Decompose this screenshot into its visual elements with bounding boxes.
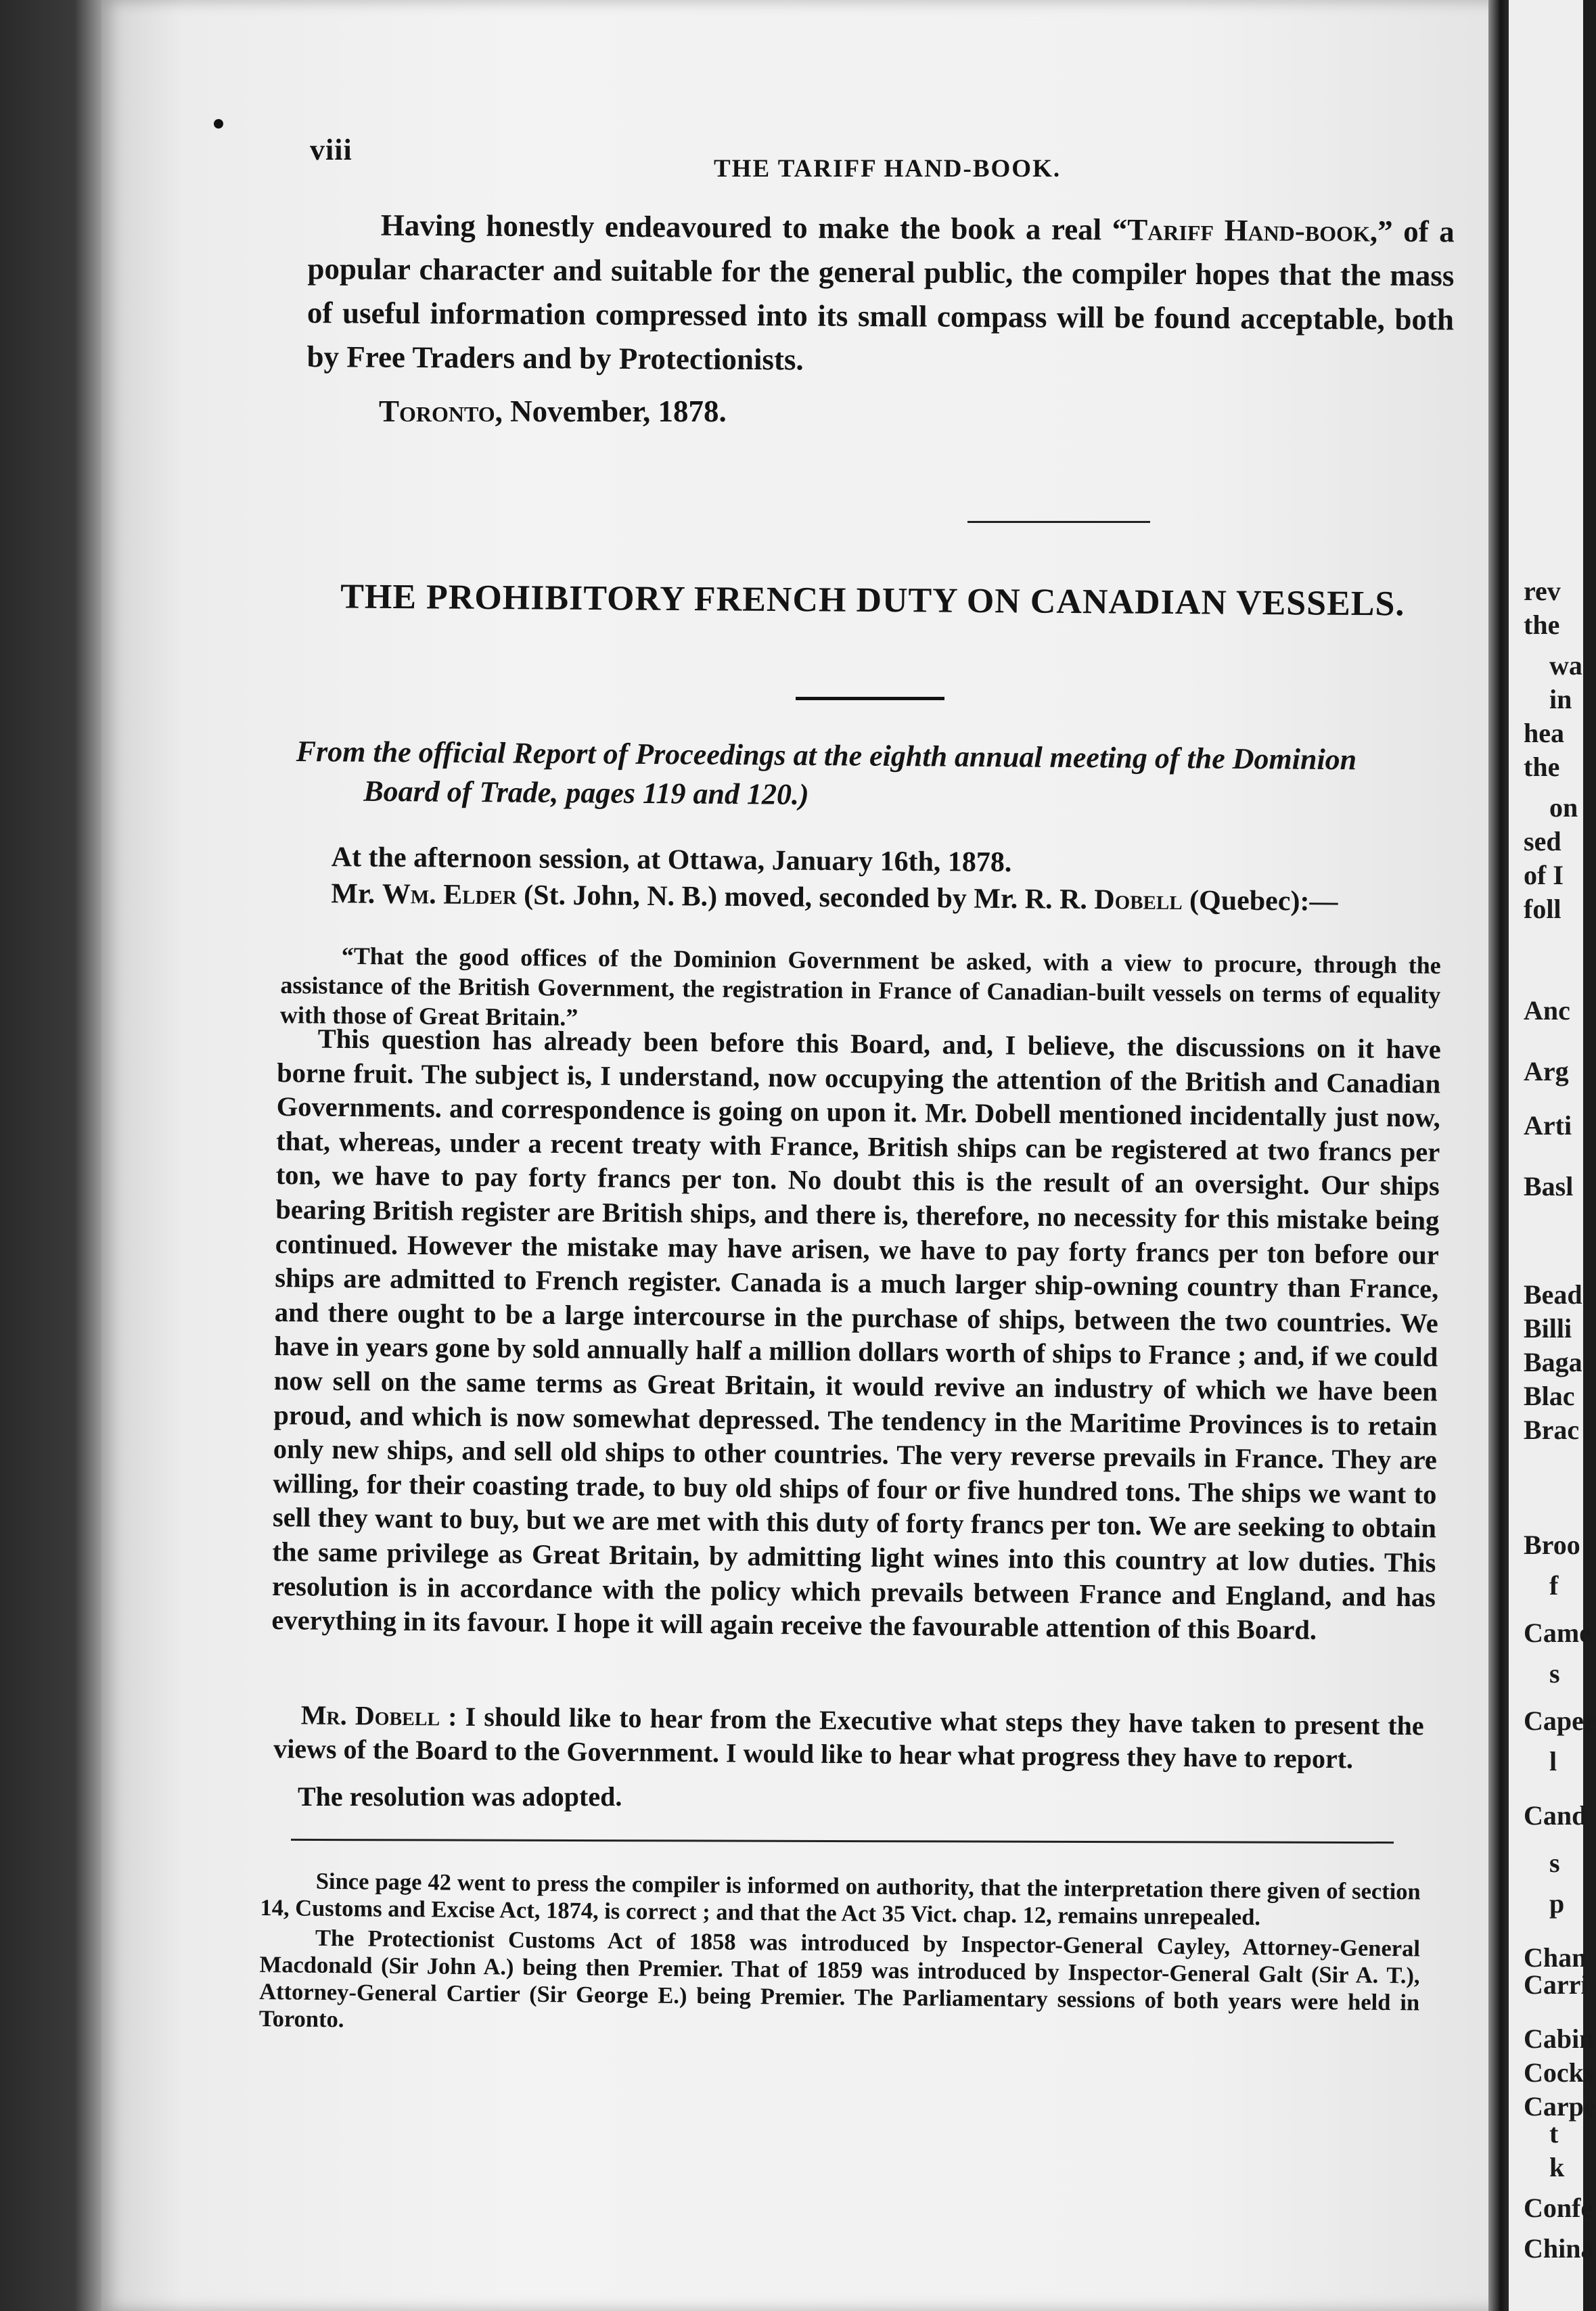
next-page-fragment: Billi <box>1524 1313 1572 1344</box>
intro-rest: ,” of a popular character and suitable for the general public, the compiler hopes that the mass of useful information compressed into its small compass will be found acceptable, both by Free Traders and by Protectionists. <box>306 214 1455 377</box>
next-page-fragment: Carpe <box>1524 2091 1596 2122</box>
intro-paragraph <box>306 203 1455 386</box>
next-page-fragment: Anc <box>1524 995 1570 1026</box>
next-page-fragment: f <box>1549 1570 1559 1601</box>
next-page-fragment: in <box>1549 684 1572 714</box>
response-speaker: Mr. Dobell <box>300 1699 440 1732</box>
next-page-fragment: Basl <box>1524 1171 1574 1202</box>
next-page-fragment: Cand <box>1524 1800 1587 1831</box>
intro-lead: Having honestly endeavoured to make the book a real “ <box>380 208 1128 247</box>
mover-mid: (St. John, N. B.) moved, seconded by Mr. <box>516 879 1025 915</box>
next-page-fragment: Blac <box>1524 1381 1575 1411</box>
seconder-name: R. R. Dobell <box>1024 884 1183 917</box>
next-page-fragment: p <box>1549 1888 1565 1919</box>
next-page-fragment: wa <box>1549 650 1582 681</box>
next-page-edge <box>1509 0 1596 2311</box>
next-page-fragment: Cocks <box>1524 2057 1595 2088</box>
next-page-fragment: k <box>1549 2152 1565 2182</box>
section-divider <box>967 521 1150 523</box>
next-page-fragment: Carri <box>1524 1969 1589 2000</box>
source-line-2: Board of Trade, pages 119 and 120.) <box>363 774 809 811</box>
ink-dot <box>214 119 223 129</box>
mover-prefix: Mr. <box>331 878 382 910</box>
response-text: : I should like to hear from the Executive what steps they have taken to present the views of the Board to the Government. I would like to hear what progress they have to report. <box>273 1701 1424 1775</box>
signoff-place: Toronto <box>379 394 495 428</box>
signoff <box>379 394 727 429</box>
next-page-fragment: Arg <box>1524 1056 1569 1086</box>
mover-name: Wm. Elder <box>382 878 517 911</box>
next-page-fragment: s <box>1549 1848 1560 1878</box>
next-page-fragment: Confe <box>1524 2193 1593 2223</box>
source-line-1: From the official Report of Proceedings at the eighth annual meeting of the Dominion <box>296 734 1357 777</box>
next-page-fragment: of I <box>1524 860 1564 890</box>
next-page-fragment: Chan <box>1524 1942 1587 1973</box>
next-page-fragment: hea <box>1524 718 1564 748</box>
next-page-fragment: Caper <box>1524 1706 1596 1736</box>
source-note <box>296 732 1450 819</box>
next-page-fragment: t <box>1549 2118 1559 2149</box>
footnote-2: The Protectionist Customs Act of 1858 was introduced by Inspector-General Cayley, Attorney-General Macdonald (Sir John A.) being then Premier. That of 1859 was introduced by Inspector-General Galt (Sir A. T.), Attorney-General Cartier (Sir George E.) being Premier. The Parliamentary sessions of both years were held in Toronto. <box>258 1925 1421 2033</box>
mover-suffix: (Quebec):— <box>1182 885 1338 917</box>
intro-book-title: Tariff Hand-book <box>1127 212 1371 248</box>
next-page-fragment: the <box>1524 610 1560 640</box>
next-page-fragment: Arti <box>1524 1110 1572 1141</box>
session-text: At the afternoon session, at Ottawa, January 16th, 1878. <box>331 842 1012 879</box>
next-page-fragment: sed <box>1524 826 1561 856</box>
title-rule <box>796 697 944 700</box>
next-page-fragment: Brac <box>1524 1415 1580 1445</box>
next-page-fragment: Cabin <box>1524 2023 1595 2054</box>
running-head: THE TARIFF HAND-BOOK. <box>714 155 1062 183</box>
signoff-date: , November, 1878. <box>495 394 727 428</box>
speech-text: This question has already been before this Board, and, I believe, the discussions on it have borne fruit. The subject is, I understand, now occupying the attention of the British and Canadian Governments. and correspondence is going on upon it. Mr. Dobell mentioned incidentally just now, that, whereas, under a recent treaty with France, British ships can be registered at two francs per ton, we have to pay forty francs per ton. No doubt this is the result of an oversight. Our ships bearing British register are British ships, and there is, therefore, no necessity for this mistake being continued. However the mistake may have arisen, we have to pay forty francs per ton before our ships are admitted to French register. Canada is a much larger ship-owning country than France, and there ought to be a large intercourse in the purchase of ships, between the two countries. We have in years gone by sold annually half a million dollars worth of ships to France ; and, if we could now sell on the same terms as Great Britain, it would revive an industry of which we have been proud, and which is now somewhat depressed. The tendency in the Maritime Provinces is to retain only new ships, and sell old ships to other countries. The very reverse prevails in France. They are willing, for their coasting trade, to buy old ships of four or five hundred tons. The ships we want to sell they want to buy, but we are met with this duty of forty francs per ton. We are seeking to obtain the same privilege as Great Britain, by admitting light wines into this country at low duties. This resolution is in accordance with the policy which prevails between France and England, and has everything in its favour. I hope it will again receive the favourable attention of this Board. <box>271 1023 1441 1645</box>
next-page-fragment: the <box>1524 752 1560 782</box>
next-page-fragment: on <box>1549 792 1578 823</box>
response-paragraph <box>273 1698 1424 1777</box>
resolution-text: “That the good offices of the Dominion Government be asked, with a view to procure, through the assistance of the British Government, the registration in France of Canadian-built vessels on terms of equality with those of Great Britain.” <box>279 942 1441 1031</box>
next-page-fragment: s <box>1549 1658 1560 1689</box>
next-page-fragment: China <box>1524 2233 1595 2264</box>
footnotes <box>259 1867 1421 2043</box>
next-page-fragment: Came <box>1524 1618 1591 1648</box>
next-page-fragment: Broo <box>1524 1530 1580 1560</box>
next-page-fragment: rev <box>1524 576 1561 606</box>
footnote-1: Since page 42 went to press the compiler is informed on authority, that the interpretation there given of section 14, Customs and Excise Act, 1874, is correct ; and that the Act 35 Vict. chap. 12, remains unrepealed. <box>260 1868 1421 1931</box>
next-page-fragment: Baga <box>1524 1347 1582 1377</box>
scan-edge <box>0 0 101 2311</box>
speech-paragraph <box>271 1022 1441 1649</box>
page-number: viii <box>310 133 352 166</box>
article-title: THE PROHIBITORY FRENCH DUTY ON CANADIAN VESSELS. <box>340 577 1405 624</box>
book-gutter <box>1488 0 1509 2311</box>
adopted-line: The resolution was adopted. <box>298 1781 622 1812</box>
next-page-fragment: foll <box>1524 894 1561 924</box>
next-page-fragment: l <box>1549 1746 1557 1777</box>
session-block <box>317 839 1461 921</box>
next-page-fragment: Bead <box>1524 1279 1582 1310</box>
